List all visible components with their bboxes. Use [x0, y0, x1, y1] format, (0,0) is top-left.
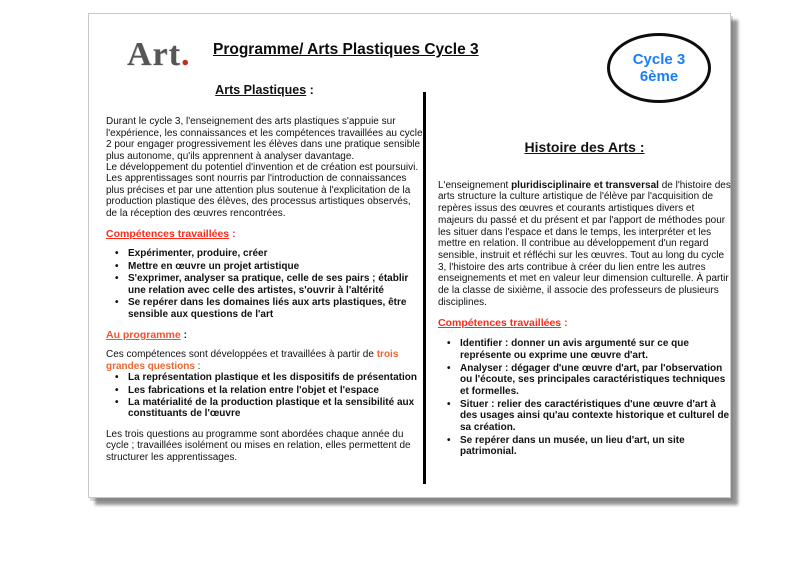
list-item: • Les fabrications et la relation entre l'objet et l'espace — [106, 385, 423, 396]
histoire-intro-prefix: L'enseignement — [438, 179, 512, 191]
hda-competences-heading-colon: : — [561, 317, 568, 330]
intro-paragraph: Le développement du potentiel d'invention et de création est poursuivi. — [106, 162, 419, 174]
cycle-badge-line1: Cycle 3 — [632, 51, 686, 68]
cycle-badge — [607, 33, 711, 103]
histoire-intro-bold: pluridisciplinaire et transversal — [511, 179, 659, 191]
art-logo-dot: . — [180, 36, 191, 73]
art-logo — [127, 36, 190, 74]
list-item: • Identifier : donner un avis argumenté sur ce que représente ou exprime une œuvre d'art. — [438, 338, 731, 361]
list-item: • Analyser : dégager d'une œuvre d'art, par l'observation ou l'écoute, ses principales caractéristiques techniques et formelles. — [438, 363, 731, 398]
outro-paragraph: Les trois questions au programme sont abordées chaque année du cycle ; travaillées isolément ou mises en relation, elles permettent de structurer les apprentissages. — [106, 428, 411, 463]
competences-heading — [106, 229, 423, 240]
hda-competences-heading — [438, 318, 731, 330]
arts-plastiques-heading — [106, 85, 423, 96]
list-item: • Situer : relier des caractéristiques d'une œuvre d'art à des usages ainsi qu'au contexte historique et culturel de sa création. — [438, 399, 731, 434]
programme-intro — [106, 349, 423, 372]
arts-plastiques-heading-colon: : — [306, 83, 314, 97]
column-divider — [423, 92, 426, 484]
competences-heading-colon: : — [229, 228, 236, 241]
histoire-des-arts-heading-text: Histoire des Arts : — [524, 139, 645, 155]
programme-intro-prefix: Ces compétences sont développées et travaillées à partir de — [106, 349, 377, 361]
hda-competences-heading-text: Compétences travaillées — [438, 317, 562, 330]
list-item: • Mettre en œuvre un projet artistique — [106, 261, 423, 272]
intro-paragraph: Durant le cycle 3, l'enseignement des arts plastiques s'appuie sur l'expérience, les connaissances et les compétences travaillées au cycle 2 pour engager progressivement les élèves dans une pratique sensible plus autonome, qu'ils apprennent à analyser davantage. — [106, 116, 423, 162]
questions-list — [106, 372, 423, 420]
histoire-des-arts-heading — [438, 139, 731, 155]
list-item: • Expérimenter, produire, créer — [106, 248, 423, 259]
intro-paragraph: Les apprentissages sont nourris par l'introduction de connaissances plus précises et par une attention plus soutenue à l'explicitation de la production plastique des élèves, des processus artistiques observés, de la réception des œuvres rencontrées. — [106, 173, 411, 219]
programme-intro-colon: : — [194, 360, 201, 372]
hda-competences-list — [438, 338, 731, 458]
left-column — [106, 85, 423, 463]
list-item: • Se repérer dans les domaines liés aux arts plastiques, être sensible aux questions de l'art — [106, 297, 423, 320]
histoire-intro-suffix: de l'histoire des arts structure la culture artistique de l'élève par l'acquisition de repères issus des œuvres et courants artistiques divers et majeurs du passé et du présent et par l'apport de méthodes pour les situer dans l'espace et dans le temps, les interpréter et les mettre en relation. Il contribue au développement d'un regard sensible, instruit et réfléchi sur les œuvres. Tout au long du cycle 3, l'histoire des arts contribue à créer du lien entre les autres enseignements et met en valeur leur dimension culturelle. À partir de la classe de sixième, il associe des professeurs de plusieurs disciplines. — [438, 179, 731, 308]
list-item: • Se repérer dans un musée, un lieu d'art, un site patrimonial. — [438, 435, 731, 458]
au-programme-heading-colon: : — [180, 328, 188, 341]
au-programme-heading-text: Au programme — [106, 328, 181, 341]
cycle-badge-line2: 6ème — [639, 68, 679, 85]
right-column — [438, 139, 731, 462]
list-item: • La représentation plastique et les dispositifs de présentation — [106, 372, 423, 383]
document-slide — [88, 13, 731, 498]
competences-heading-text: Compétences travaillées — [106, 228, 230, 241]
histoire-intro — [438, 180, 731, 309]
competences-list — [106, 248, 423, 319]
programme-intro-highlight: trois grandes questions — [106, 349, 399, 372]
arts-plastiques-heading-text: Arts Plastiques — [215, 83, 307, 97]
list-item: • S'exprimer, analyser sa pratique, celle de ses pairs ; établir une relation avec celle des artistes, s'ouvrir à l'altérité — [106, 273, 423, 296]
au-programme-heading — [106, 330, 423, 341]
list-item: • La matérialité de la production plastique et la sensibilité aux constituants de l'œuvre — [106, 397, 423, 420]
page-title: Programme/ Arts Plastiques Cycle 3 — [213, 41, 479, 58]
art-logo-text: Art — [127, 36, 181, 73]
